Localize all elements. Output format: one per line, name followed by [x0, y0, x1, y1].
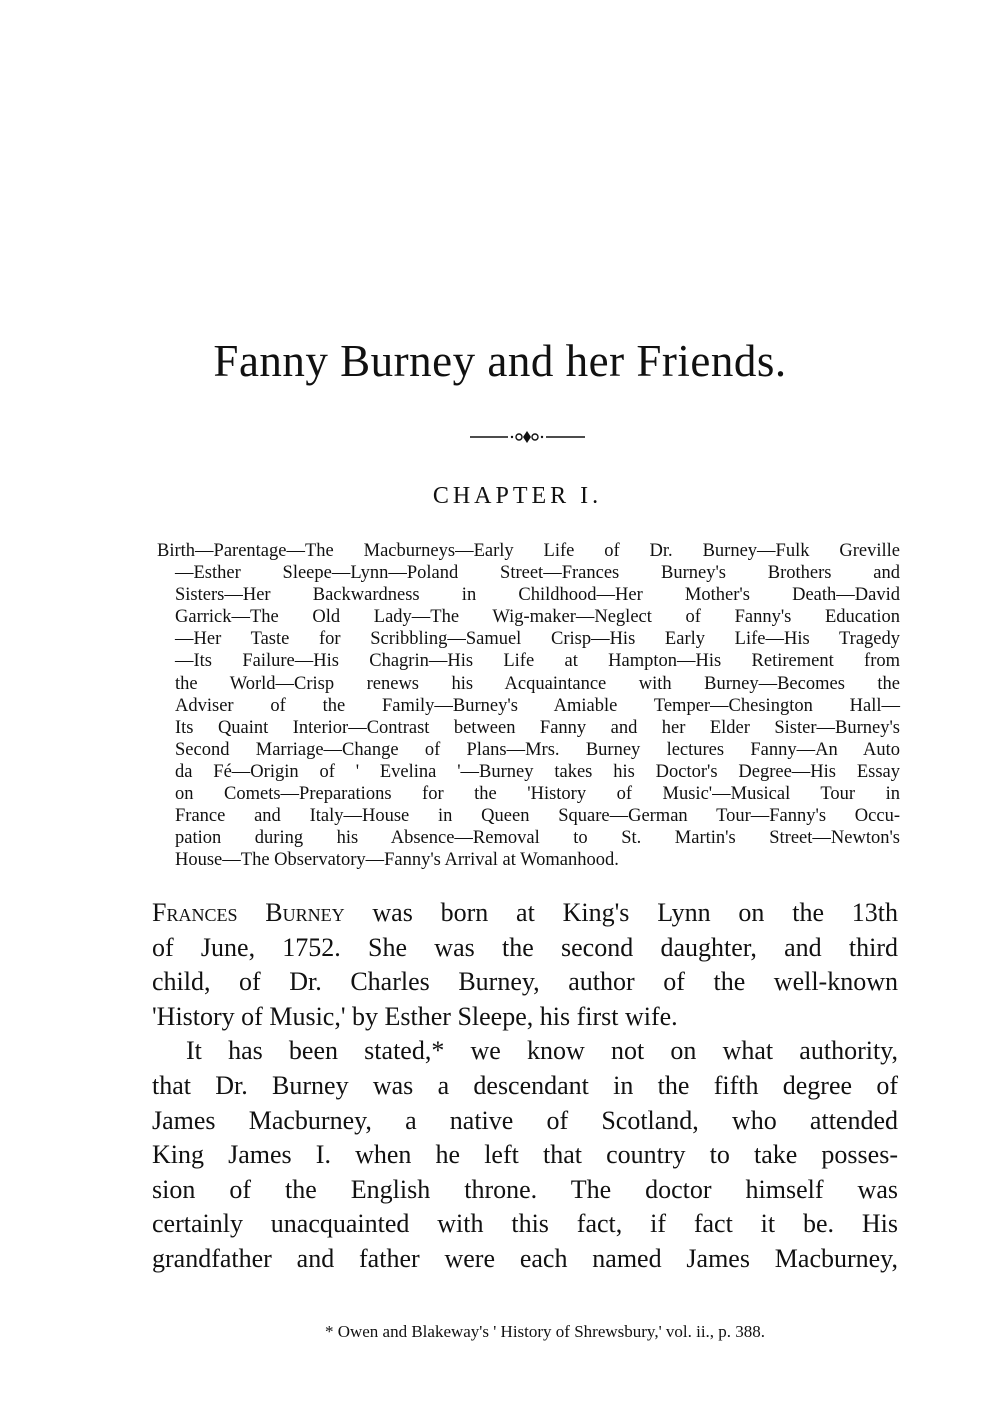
summary-line: pation during his Absence—Removal to St. Martin's Street—Newton's [175, 828, 900, 849]
summary-line: France and Italy—House in Queen Square—German Tour—Fanny's Occu- [175, 806, 900, 827]
summary-line: —Her Taste for Scribbling—Samuel Crisp—His Early Life—His Tragedy [175, 629, 900, 650]
summary-line: da Fé—Origin of ' Evelina '—Burney takes his Doctor's Degree—His Essay [175, 761, 900, 782]
body-line: grandfather and father were each named James Macburney, [152, 1243, 898, 1273]
body-line [152, 896, 898, 931]
body-line: It has been stated,* we know not on what authority, [186, 1036, 898, 1066]
summary-line: House—The Observatory—Fanny's Arrival at Womanhood. [175, 850, 619, 871]
body-line: sion of the English throne. The doctor himself was [152, 1174, 898, 1204]
summary-line: —Its Failure—His Chagrin—His Life at Hampton—His Retirement from [175, 651, 900, 672]
chapter-book-title: Fanny Burney and her Friends. [213, 336, 787, 386]
body-line: James Macburney, a native of Scotland, who attended [152, 1105, 898, 1135]
summary-line: Sisters—Her Backwardness in Childhood—Her Mother's Death—David [175, 585, 900, 606]
body-line: child, of Dr. Charles Burney, author of the well-known [152, 967, 898, 997]
body-line: of June, 1752. She was the second daughter, and third [152, 932, 898, 962]
summary-line: Adviser of the Family—Burney's Amiable Temper—Chesington Hall— [175, 695, 900, 716]
chapter-heading: CHAPTER I. [432, 483, 603, 509]
chapter-summary [157, 540, 900, 871]
opening-smallcaps: Frances Burney [152, 898, 345, 927]
ornament-divider [470, 430, 585, 444]
summary-line: Birth—Parentage—The Macburneys—Early Life of Dr. Burney—Fulk Greville [157, 541, 900, 561]
summary-line: Its Quaint Interior—Contrast between Fanny and her Elder Sister—Burney's [175, 717, 900, 738]
body-line-text: was born at King's Lynn on the 13th [344, 898, 898, 927]
body-line: certainly unacquainted with this fact, if fact it be. His [152, 1209, 898, 1239]
summary-line: —Esther Sleepe—Lynn—Poland Street—Frances Burney's Brothers and [175, 563, 900, 584]
body-text [152, 896, 898, 1277]
body-line: that Dr. Burney was a descendant in the fifth degree of [152, 1070, 898, 1100]
summary-line: the World—Crisp renews his Acquaintance with Burney—Becomes the [175, 673, 900, 694]
summary-line: Second Marriage—Change of Plans—Mrs. Burney lectures Fanny—An Auto [175, 739, 900, 760]
footnote: * Owen and Blakeway's ' History of Shrewsbury,' vol. ii., p. 388. [324, 1322, 766, 1341]
body-line: 'History of Music,' by Esther Sleepe, his first wife. [152, 1001, 678, 1031]
summary-line: Garrick—The Old Lady—The Wig-maker—Neglect of Fanny's Education [175, 607, 900, 628]
body-line: King James I. when he left that country to take posses- [152, 1140, 898, 1170]
summary-line: on Comets—Preparations for the 'History of Music'—Musical Tour in [175, 784, 900, 805]
